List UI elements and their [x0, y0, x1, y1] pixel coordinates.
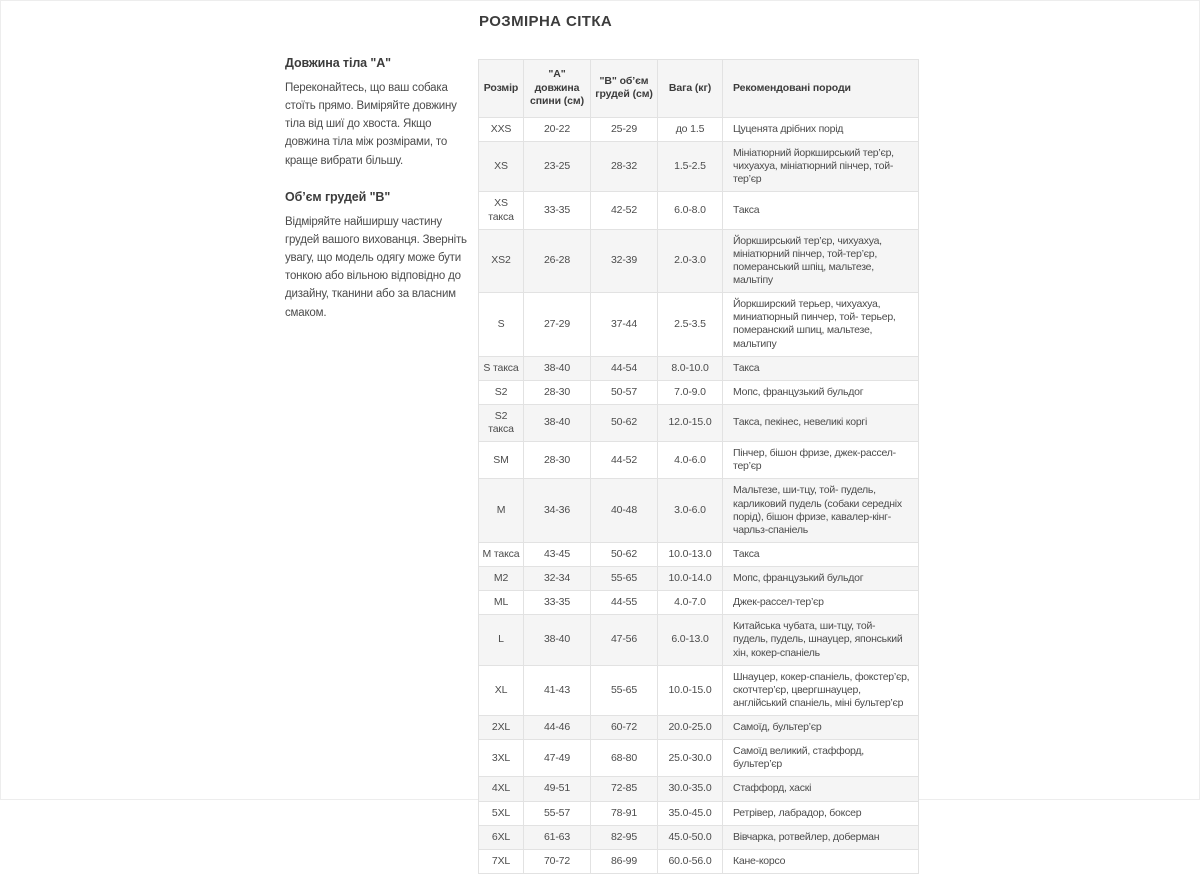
value-cell: 12.0-15.0	[658, 404, 723, 441]
table-row	[479, 740, 919, 777]
value-cell: 37-44	[591, 293, 658, 357]
breeds-cell: Цуценята дрібних порід	[723, 117, 919, 141]
table-row	[479, 442, 919, 479]
size-table-header	[479, 60, 919, 118]
breeds-cell: Стаффорд, хаскі	[723, 777, 919, 801]
value-cell: 45.0-50.0	[658, 825, 723, 849]
value-cell: 49-51	[524, 777, 591, 801]
value-cell: 72-85	[591, 777, 658, 801]
value-cell: 30.0-35.0	[658, 777, 723, 801]
body-length-section	[285, 56, 471, 170]
breeds-cell: Мопс, французький бульдог	[723, 380, 919, 404]
value-cell: 44-55	[591, 591, 658, 615]
value-cell: 28-30	[524, 442, 591, 479]
value-cell: 28-30	[524, 380, 591, 404]
table-row	[479, 356, 919, 380]
breeds-cell: Мальтезе, ши-тцу, той- пудель, карликовий пудель (собаки середніх порід), бішон фризе, кавалер-кінг-чарльз-спаніель	[723, 479, 919, 543]
breeds-cell: Такса	[723, 542, 919, 566]
header-row	[479, 60, 919, 118]
table-row	[479, 229, 919, 293]
column-header-chest-volume: "В" об’єм грудей (см)	[591, 60, 658, 118]
table-row	[479, 542, 919, 566]
value-cell: 33-35	[524, 192, 591, 229]
size-table-container	[478, 59, 918, 874]
value-cell: 44-54	[591, 356, 658, 380]
column-header-back-length: "А" довжина спини (см)	[524, 60, 591, 118]
value-cell: 55-57	[524, 801, 591, 825]
breeds-cell: Самоїд, бультер’єр	[723, 716, 919, 740]
breeds-cell: Пінчер, бішон фризе, джек-рассел-тер’єр	[723, 442, 919, 479]
table-row	[479, 825, 919, 849]
size-table	[478, 59, 919, 874]
value-cell: 27-29	[524, 293, 591, 357]
size-cell: 5XL	[479, 801, 524, 825]
breeds-cell: Мініатюрний йоркширський тер’єр, чихуахуа, мініатюрний пінчер, той-тер’єр	[723, 142, 919, 192]
value-cell: 4.0-6.0	[658, 442, 723, 479]
breeds-cell: Кане-корсо	[723, 849, 919, 873]
table-row	[479, 293, 919, 357]
value-cell: 60-72	[591, 716, 658, 740]
value-cell: 2.0-3.0	[658, 229, 723, 293]
size-cell: M2	[479, 567, 524, 591]
value-cell: 33-35	[524, 591, 591, 615]
table-row	[479, 615, 919, 665]
value-cell: 61-63	[524, 825, 591, 849]
value-cell: 1.5-2.5	[658, 142, 723, 192]
value-cell: 20-22	[524, 117, 591, 141]
value-cell: 55-65	[591, 665, 658, 715]
breeds-cell: Самоїд великий, стаффорд, бультер’єр	[723, 740, 919, 777]
breeds-cell: Ретрівер, лабрадор, боксер	[723, 801, 919, 825]
value-cell: 10.0-14.0	[658, 567, 723, 591]
value-cell: 47-49	[524, 740, 591, 777]
breeds-cell: Китайська чубата, ши-тцу, той- пудель, пудель, шнауцер, японський хін, кокер-спаніель	[723, 615, 919, 665]
size-cell: XS такса	[479, 192, 524, 229]
body-length-heading: Довжина тіла "А"	[285, 56, 391, 70]
value-cell: 42-52	[591, 192, 658, 229]
value-cell: 10.0-15.0	[658, 665, 723, 715]
value-cell: 50-62	[591, 404, 658, 441]
value-cell: 50-62	[591, 542, 658, 566]
breeds-cell: Такса, пекінес, невеликі коргі	[723, 404, 919, 441]
size-cell: L	[479, 615, 524, 665]
value-cell: 20.0-25.0	[658, 716, 723, 740]
value-cell: 43-45	[524, 542, 591, 566]
value-cell: 70-72	[524, 849, 591, 873]
measurement-instructions	[285, 56, 471, 342]
column-header-weight: Вага (кг)	[658, 60, 723, 118]
table-row	[479, 117, 919, 141]
value-cell: 8.0-10.0	[658, 356, 723, 380]
size-cell: SM	[479, 442, 524, 479]
value-cell: 82-95	[591, 825, 658, 849]
value-cell: 78-91	[591, 801, 658, 825]
table-row	[479, 142, 919, 192]
size-cell: XL	[479, 665, 524, 715]
value-cell: 25.0-30.0	[658, 740, 723, 777]
size-cell: M такса	[479, 542, 524, 566]
breeds-cell: Такса	[723, 356, 919, 380]
value-cell: 44-52	[591, 442, 658, 479]
value-cell: 55-65	[591, 567, 658, 591]
value-cell: до 1.5	[658, 117, 723, 141]
size-cell: 4XL	[479, 777, 524, 801]
value-cell: 3.0-6.0	[658, 479, 723, 543]
table-row	[479, 192, 919, 229]
value-cell: 34-36	[524, 479, 591, 543]
value-cell: 38-40	[524, 404, 591, 441]
size-cell: 6XL	[479, 825, 524, 849]
size-cell: S	[479, 293, 524, 357]
size-cell: 7XL	[479, 849, 524, 873]
value-cell: 25-29	[591, 117, 658, 141]
value-cell: 38-40	[524, 615, 591, 665]
value-cell: 7.0-9.0	[658, 380, 723, 404]
value-cell: 47-56	[591, 615, 658, 665]
value-cell: 10.0-13.0	[658, 542, 723, 566]
page-title: РОЗМІРНА СІТКА	[479, 13, 613, 30]
size-cell: 3XL	[479, 740, 524, 777]
breeds-cell: Шнауцер, кокер-спаніель, фокстер’єр, скотчтер’єр, цвергшнауцер, англійський спаніель, міні бультер’єр	[723, 665, 919, 715]
breeds-cell: Такса	[723, 192, 919, 229]
size-table-body	[479, 117, 919, 873]
size-cell: S2	[479, 380, 524, 404]
value-cell: 68-80	[591, 740, 658, 777]
size-cell: 2XL	[479, 716, 524, 740]
table-row	[479, 404, 919, 441]
size-cell: XS	[479, 142, 524, 192]
table-row	[479, 849, 919, 873]
value-cell: 86-99	[591, 849, 658, 873]
value-cell: 28-32	[591, 142, 658, 192]
table-row	[479, 567, 919, 591]
size-cell: M	[479, 479, 524, 543]
breeds-cell: Йоркширський тер’єр, чихуахуа, мініатюрний пінчер, той-тер’єр, померанський шпіц, мальтезе, мальтіпу	[723, 229, 919, 293]
value-cell: 35.0-45.0	[658, 801, 723, 825]
size-cell: S такса	[479, 356, 524, 380]
table-row	[479, 716, 919, 740]
value-cell: 23-25	[524, 142, 591, 192]
body-length-text: Переконайтесь, що ваш собака стоїть прямо. Виміряйте довжину тіла від шиї до хвоста. Якщо довжина тіла між розмірами, то краще вибрати більшу.	[285, 82, 457, 167]
value-cell: 38-40	[524, 356, 591, 380]
value-cell: 2.5-3.5	[658, 293, 723, 357]
chest-volume-heading: Об’єм грудей "В"	[285, 189, 391, 204]
breeds-cell: Вівчарка, ротвейлер, доберман	[723, 825, 919, 849]
size-cell: XS2	[479, 229, 524, 293]
table-row	[479, 665, 919, 715]
value-cell: 4.0-7.0	[658, 591, 723, 615]
chest-volume-text: Відміряйте найширшу частину грудей вашого вихованця. Зверніть увагу, що модель одягу може бути тонкою або вільною відповідно до дизайну, тканини або за власним смаком.	[285, 215, 467, 319]
size-cell: ML	[479, 591, 524, 615]
column-header-size: Розмір	[479, 60, 524, 118]
value-cell: 32-34	[524, 567, 591, 591]
value-cell: 40-48	[591, 479, 658, 543]
breeds-cell: Йоркширский терьер, чихуахуа, миниатюрный пинчер, той- терьер, померанский шпиц, мальтезе, мальтипу	[723, 293, 919, 357]
size-cell: S2 такса	[479, 404, 524, 441]
table-row	[479, 801, 919, 825]
value-cell: 6.0-8.0	[658, 192, 723, 229]
value-cell: 32-39	[591, 229, 658, 293]
table-row	[479, 591, 919, 615]
breeds-cell: Джек-рассел-тер’єр	[723, 591, 919, 615]
value-cell: 50-57	[591, 380, 658, 404]
breeds-cell: Мопс, французький бульдог	[723, 567, 919, 591]
value-cell: 41-43	[524, 665, 591, 715]
chest-volume-section	[285, 190, 471, 322]
value-cell: 26-28	[524, 229, 591, 293]
table-row	[479, 479, 919, 543]
value-cell: 6.0-13.0	[658, 615, 723, 665]
value-cell: 44-46	[524, 716, 591, 740]
size-cell: XXS	[479, 117, 524, 141]
value-cell: 60.0-56.0	[658, 849, 723, 873]
table-row	[479, 777, 919, 801]
table-row	[479, 380, 919, 404]
column-header-breeds: Рекомендовані породи	[723, 60, 919, 118]
